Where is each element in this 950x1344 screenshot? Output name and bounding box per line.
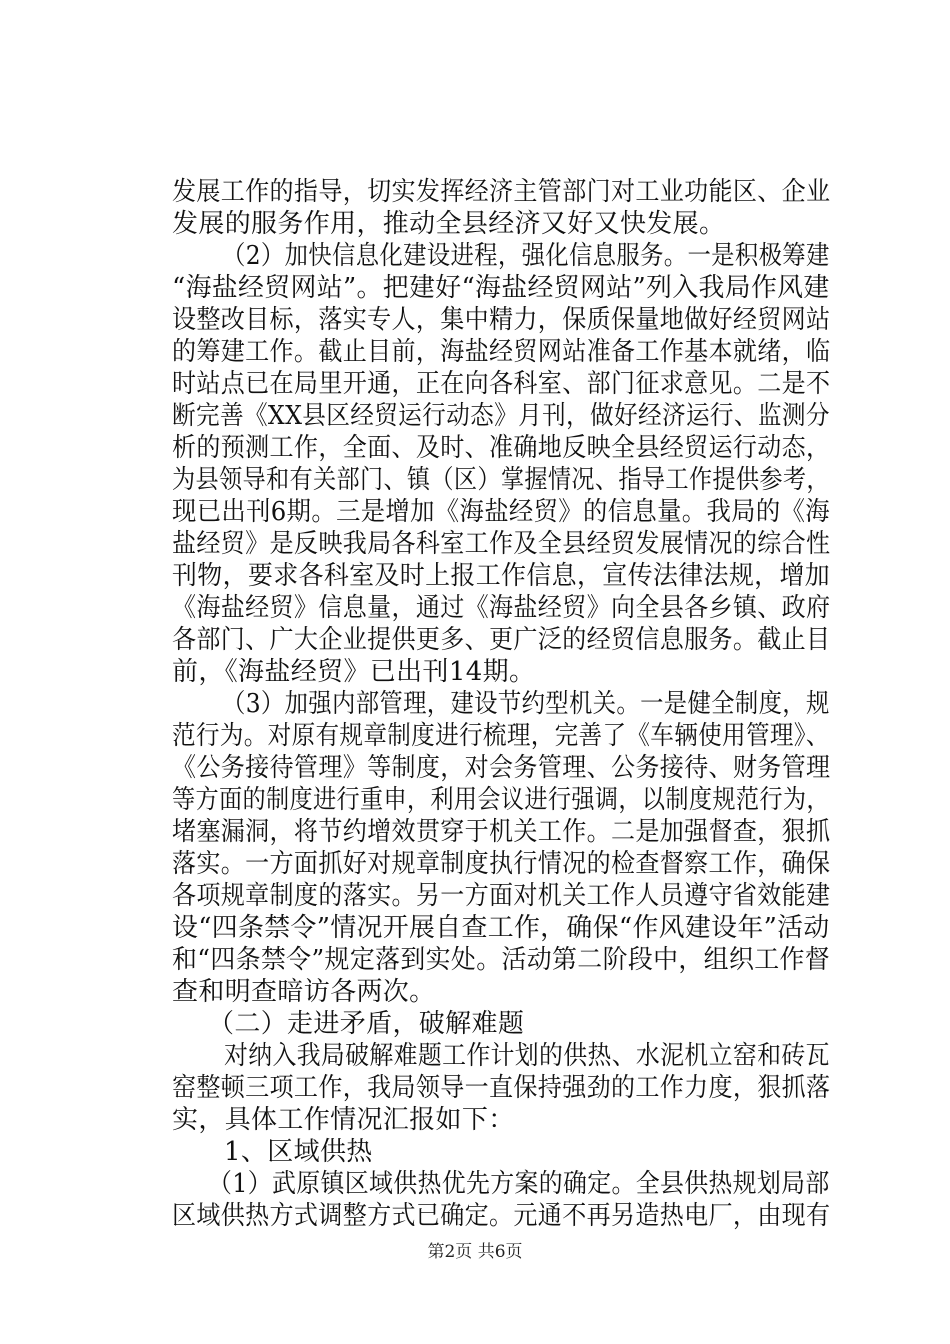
text-line: （2）加快信息化建设进程，强化信息服务。一是积极筹建 bbox=[222, 241, 830, 271]
text-line: 时站点已在局里开通，正在向各科室、部门征求意见。二是不 bbox=[172, 369, 831, 399]
text-line: 窑整顿三项工作，我局领导一直保持强劲的工作力度，狠抓落 bbox=[172, 1073, 831, 1103]
text-line: 各项规章制度的落实。另一方面对机关工作人员遵守省效能建 bbox=[172, 881, 831, 911]
text-line: 各部门、广大企业提供更多、更广泛的经贸信息服务。截止目 bbox=[172, 625, 831, 655]
text-line: 析的预测工作，全面、及时、准确地反映全县经贸运行动态， bbox=[172, 433, 831, 463]
text-line: 设“四条禁令”情况开展自查工作，确保“作风建设年”活动 bbox=[172, 913, 830, 943]
text-line: （1）武原镇区域供热优先方案的确定。全县供热规划局部 bbox=[208, 1169, 830, 1199]
text-line: 等方面的制度进行重申，利用会议进行强调，以制度规范行为， bbox=[172, 785, 830, 815]
text-line: 范行为。对原有规章制度进行梳理，完善了《车辆使用管理》、 bbox=[172, 721, 830, 751]
page-footer: 第2页 共6页 bbox=[427, 1242, 523, 1262]
text-line: 堵塞漏洞，将节约增效贯穿于机关工作。二是加强督查，狠抓 bbox=[172, 817, 831, 847]
text-line: 发展工作的指导，切实发挥经济主管部门对工业功能区、企业 bbox=[172, 177, 831, 207]
text-line: 《海盐经贸》信息量，通过《海盐经贸》向全县各乡镇、政府 bbox=[172, 593, 831, 623]
section-heading: （二）走进矛盾，破解难题 bbox=[208, 1009, 525, 1039]
text-line: 设整改目标，落实专人，集中精力，保质保量地做好经贸网站 bbox=[172, 305, 831, 335]
text-line: 实，具体工作情况汇报如下： bbox=[172, 1105, 515, 1135]
text-line: 盐经贸》是反映我局各科室工作及全县经贸发展情况的综合性 bbox=[172, 529, 831, 559]
text-line: 为县领导和有关部门、镇（区）掌握情况、指导工作提供参考， bbox=[172, 465, 830, 495]
text-line: 《公务接待管理》等制度，对会务管理、公务接待、财务管理 bbox=[172, 753, 831, 783]
text-line: 现已出刊6期。三是增加《海盐经贸》的信息量。我局的《海 bbox=[172, 497, 830, 527]
text-line: 对纳入我局破解难题工作计划的供热、水泥机立窑和砖瓦 bbox=[224, 1041, 830, 1071]
text-line: 区域供热方式调整方式已确定。元通不再另造热电厂，由现有 bbox=[172, 1201, 831, 1231]
text-line: “海盐经贸网站”。把建好“海盐经贸网站”列入我局作风建 bbox=[172, 273, 830, 303]
text-line: 发展的服务作用，推动全县经济又好又快发展。 bbox=[172, 209, 726, 239]
text-line: （3）加强内部管理，建设节约型机关。一是健全制度，规 bbox=[222, 689, 830, 719]
text-line: 落实。一方面抓好对规章制度执行情况的检查督察工作，确保 bbox=[172, 849, 831, 879]
text-line: 前，《海盐经贸》已出刊14期。 bbox=[172, 657, 536, 687]
subsection-heading: 1、区域供热 bbox=[224, 1137, 373, 1167]
text-line: 查和明查暗访各两次。 bbox=[172, 977, 436, 1007]
text-line: 刊物，要求各科室及时上报工作信息，宣传法律法规，增加 bbox=[172, 561, 831, 591]
text-line: 断完善《XX县区经贸运行动态》月刊，做好经济运行、监测分 bbox=[172, 401, 830, 431]
text-line: 的筹建工作。截止目前，海盐经贸网站准备工作基本就绪，临 bbox=[172, 337, 831, 367]
text-line: 和“四条禁令”规定落到实处。活动第二阶段中，组织工作督 bbox=[172, 945, 831, 975]
